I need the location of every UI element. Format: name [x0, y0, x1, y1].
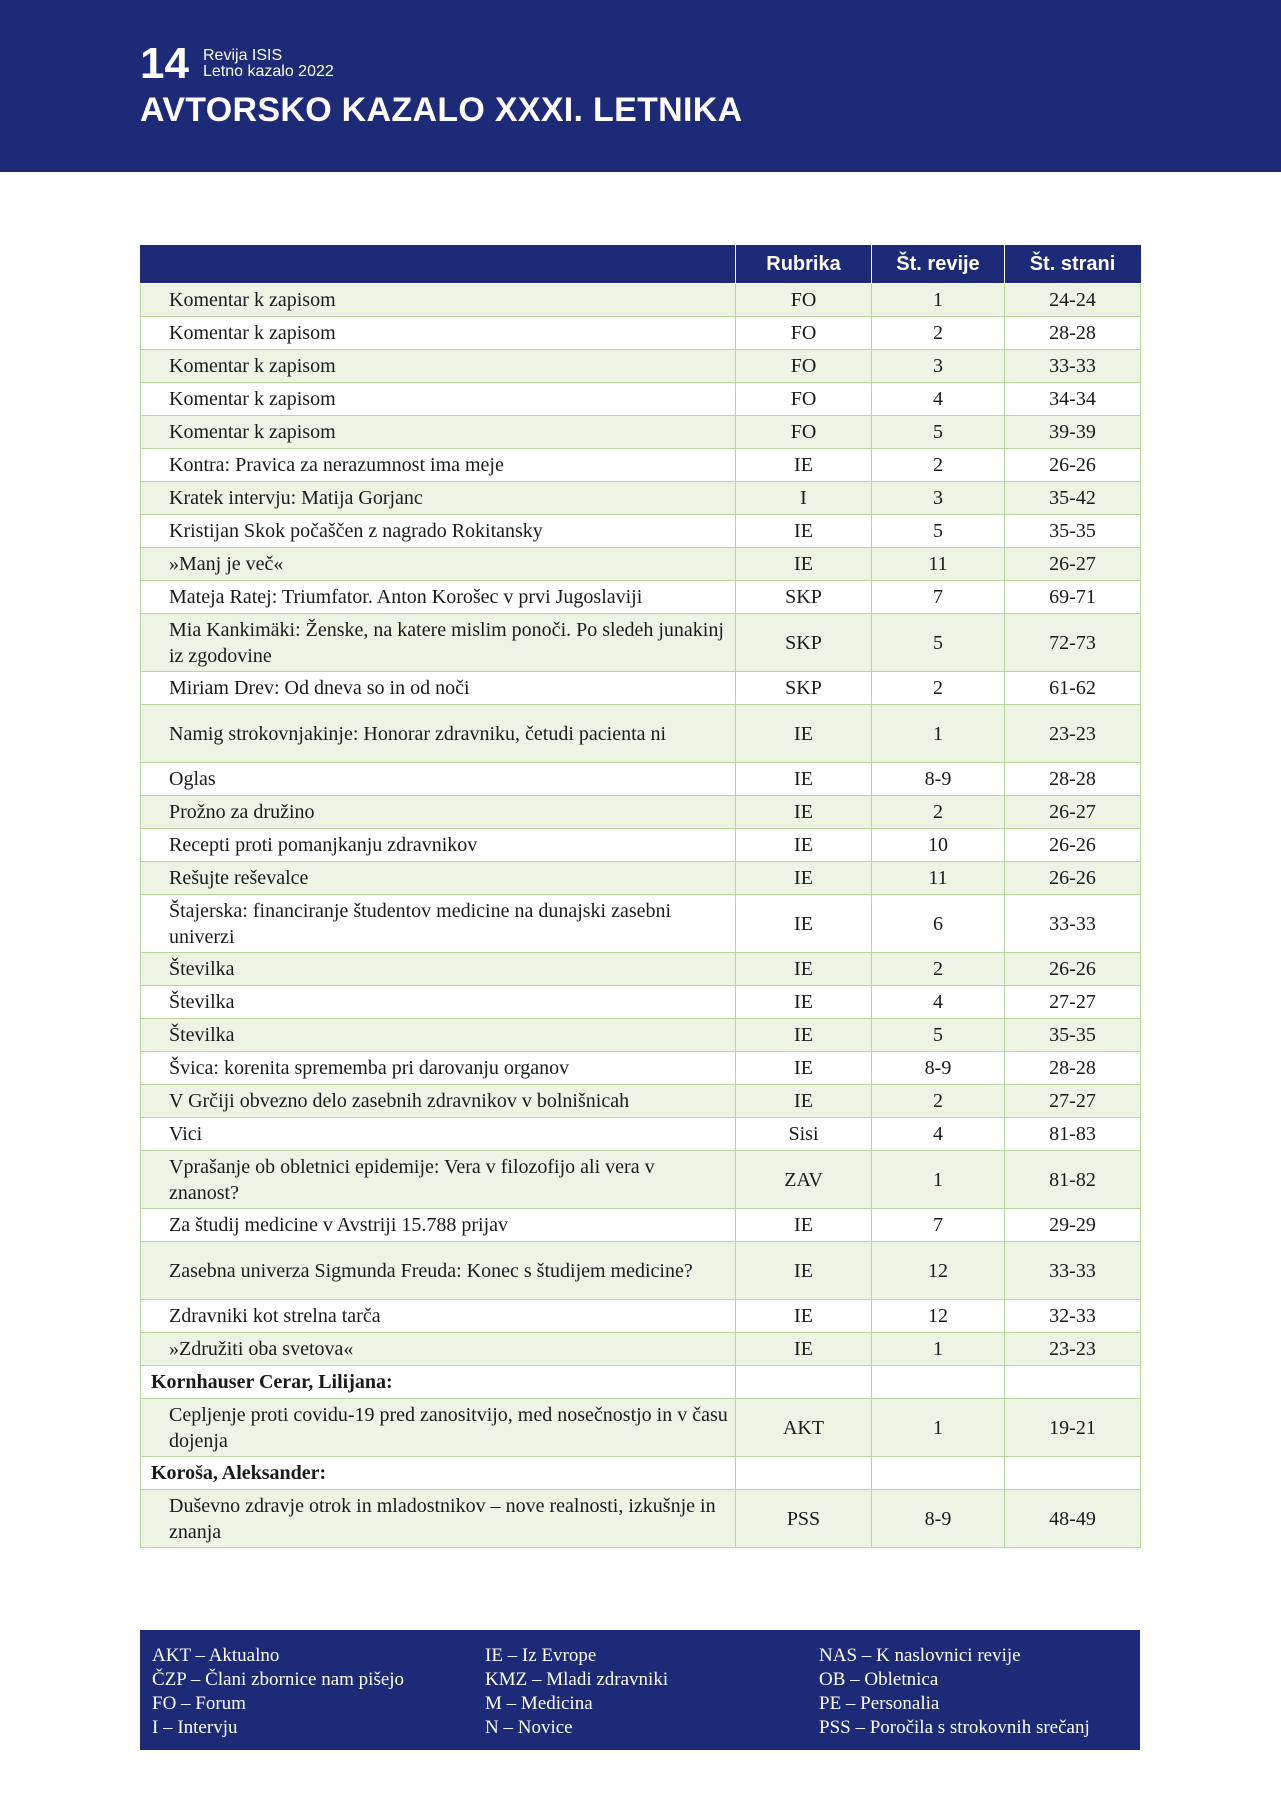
- entry-issue-number: 2: [872, 317, 1005, 350]
- table-row: [141, 350, 1141, 383]
- table-row: [141, 895, 1141, 953]
- entry-pages: 72-73: [1005, 614, 1141, 672]
- table-row: [141, 986, 1141, 1019]
- legend-item: KMZ – Mladi zdravniki: [485, 1669, 669, 1690]
- entry-issue-number: 8-9: [872, 763, 1005, 796]
- entry-title: Štajerska: financiranje študentov medicine na dunajski zasebni univerzi: [141, 895, 736, 953]
- publication-name: Revija ISIS: [203, 47, 283, 64]
- entry-pages: 69-71: [1005, 581, 1141, 614]
- entry-rubrika: IE: [736, 1019, 872, 1052]
- table-row: [141, 763, 1141, 796]
- entry-title: Kristijan Skok počaščen z nagrado Rokitansky: [141, 515, 736, 548]
- entry-issue-number: 12: [872, 1300, 1005, 1333]
- table-row: [141, 796, 1141, 829]
- entry-issue-number: 4: [872, 986, 1005, 1019]
- issue-name: Letno kazalo 2022: [203, 63, 334, 80]
- entry-pages: 26-26: [1005, 449, 1141, 482]
- entry-title: Vprašanje ob obletnici epidemije: Vera v filozofijo ali vera v znanost?: [141, 1151, 736, 1209]
- entry-rubrika: IE: [736, 953, 872, 986]
- entry-issue-number: 5: [872, 1019, 1005, 1052]
- entry-rubrika: AKT: [736, 1399, 872, 1457]
- entry-issue-number: 3: [872, 350, 1005, 383]
- author-row: [141, 1457, 1141, 1490]
- entry-title: Mia Kankimäki: Ženske, na katere mislim ponoči. Po sledeh junakinj iz zgodovine: [141, 614, 736, 672]
- entry-issue-number: 8-9: [872, 1052, 1005, 1085]
- entry-issue-number: 2: [872, 796, 1005, 829]
- entry-title: Vici: [141, 1118, 736, 1151]
- author-index-table: [140, 245, 1141, 1548]
- entry-pages: 23-23: [1005, 1333, 1141, 1366]
- entry-rubrika: SKP: [736, 614, 872, 672]
- table-row: [141, 672, 1141, 705]
- entry-title: Komentar k zapisom: [141, 317, 736, 350]
- entry-rubrika: IE: [736, 1085, 872, 1118]
- entry-rubrika: IE: [736, 705, 872, 763]
- entry-rubrika: [736, 1366, 872, 1399]
- entry-issue-number: 1: [872, 284, 1005, 317]
- entry-title: Cepljenje proti covidu-19 pred zanositvijo, med nosečnostjo in v času dojenja: [141, 1399, 736, 1457]
- legend-item: FO – Forum: [152, 1693, 246, 1714]
- entry-title: Švica: korenita sprememba pri darovanju organov: [141, 1052, 736, 1085]
- column-header-pages: Št. strani: [1005, 246, 1141, 284]
- entry-issue-number: 3: [872, 482, 1005, 515]
- entry-issue-number: 4: [872, 383, 1005, 416]
- entry-title: Zasebna univerza Sigmunda Freuda: Konec s študijem medicine?: [141, 1242, 736, 1300]
- table-row: [141, 548, 1141, 581]
- entry-issue-number: 2: [872, 672, 1005, 705]
- legend-column-2: [485, 1644, 668, 1740]
- entry-rubrika: IE: [736, 1242, 872, 1300]
- entry-title: Kratek intervju: Matija Gorjanc: [141, 482, 736, 515]
- entry-issue-number: 11: [872, 862, 1005, 895]
- table-row: [141, 1333, 1141, 1366]
- entry-rubrika: IE: [736, 796, 872, 829]
- entry-title: Komentar k zapisom: [141, 383, 736, 416]
- entry-title: »Združiti oba svetova«: [141, 1333, 736, 1366]
- table-row: [141, 317, 1141, 350]
- entry-issue-number: 2: [872, 953, 1005, 986]
- entry-rubrika: IE: [736, 1052, 872, 1085]
- column-header-rubrika: Rubrika: [736, 246, 872, 284]
- entry-title: Komentar k zapisom: [141, 416, 736, 449]
- entry-title: Mateja Ratej: Triumfator. Anton Korošec v prvi Jugoslaviji: [141, 581, 736, 614]
- entry-title: Kontra: Pravica za nerazumnost ima meje: [141, 449, 736, 482]
- entry-rubrika: IE: [736, 449, 872, 482]
- author-row: [141, 1366, 1141, 1399]
- entry-rubrika: SKP: [736, 672, 872, 705]
- table-row: [141, 1151, 1141, 1209]
- entry-rubrika: IE: [736, 895, 872, 953]
- entry-title: Komentar k zapisom: [141, 350, 736, 383]
- entry-pages: 81-82: [1005, 1151, 1141, 1209]
- table-row: [141, 614, 1141, 672]
- legend-item: ČZP – Člani zbornice nam pišejo: [152, 1669, 405, 1690]
- entry-rubrika: IE: [736, 862, 872, 895]
- entry-rubrika: FO: [736, 284, 872, 317]
- entry-rubrika: FO: [736, 416, 872, 449]
- page-number: 14: [140, 39, 189, 88]
- legend-item: IE – Iz Evrope: [485, 1645, 597, 1666]
- entry-pages: 35-35: [1005, 515, 1141, 548]
- table-row: [141, 953, 1141, 986]
- entry-rubrika: IE: [736, 829, 872, 862]
- entry-pages: 26-27: [1005, 796, 1141, 829]
- entry-issue-number: 1: [872, 705, 1005, 763]
- entry-pages: 27-27: [1005, 1085, 1141, 1118]
- entry-pages: 28-28: [1005, 763, 1141, 796]
- entry-pages: 39-39: [1005, 416, 1141, 449]
- entry-title: Za študij medicine v Avstriji 15.788 prijav: [141, 1209, 736, 1242]
- entry-rubrika: SKP: [736, 581, 872, 614]
- table-row: [141, 416, 1141, 449]
- entry-title: »Manj je več«: [141, 548, 736, 581]
- entry-title: V Grčiji obvezno delo zasebnih zdravnikov v bolnišnicah: [141, 1085, 736, 1118]
- table-row: [141, 1052, 1141, 1085]
- entry-title: Številka: [141, 953, 736, 986]
- author-name: Kornhauser Cerar, Lilijana:: [141, 1366, 736, 1399]
- entry-pages: 19-21: [1005, 1399, 1141, 1457]
- entry-title: Rešujte reševalce: [141, 862, 736, 895]
- table-row: [141, 581, 1141, 614]
- table-row: [141, 515, 1141, 548]
- entry-pages: 23-23: [1005, 705, 1141, 763]
- legend-item: N – Novice: [485, 1717, 573, 1738]
- entry-pages: 81-83: [1005, 1118, 1141, 1151]
- entry-title: Zdravniki kot strelna tarča: [141, 1300, 736, 1333]
- legend-item: NAS – K naslovnici revije: [819, 1645, 1021, 1666]
- entry-title: Številka: [141, 1019, 736, 1052]
- entry-pages: 29-29: [1005, 1209, 1141, 1242]
- entry-issue-number: 6: [872, 895, 1005, 953]
- table-row: [141, 1118, 1141, 1151]
- entry-rubrika: IE: [736, 1333, 872, 1366]
- entry-pages: 32-33: [1005, 1300, 1141, 1333]
- entry-pages: [1005, 1457, 1141, 1490]
- entry-pages: 33-33: [1005, 895, 1141, 953]
- legend-item: PE – Personalia: [819, 1693, 940, 1714]
- legend-column-3: [819, 1644, 1090, 1740]
- column-header-title: [141, 246, 736, 284]
- entry-issue-number: 11: [872, 548, 1005, 581]
- entry-pages: 26-27: [1005, 548, 1141, 581]
- entry-pages: 26-26: [1005, 953, 1141, 986]
- table-row: [141, 829, 1141, 862]
- table-row: [141, 284, 1141, 317]
- entry-title: Miriam Drev: Od dneva so in od noči: [141, 672, 736, 705]
- entry-title: Duševno zdravje otrok in mladostnikov – nove realnosti, izkušnje in znanja: [141, 1490, 736, 1548]
- table-row: [141, 862, 1141, 895]
- entry-pages: 35-42: [1005, 482, 1141, 515]
- entry-pages: 33-33: [1005, 350, 1141, 383]
- legend-item: AKT – Aktualno: [152, 1645, 280, 1666]
- table-row: [141, 1300, 1141, 1333]
- entry-rubrika: ZAV: [736, 1151, 872, 1209]
- entry-issue-number: 7: [872, 581, 1005, 614]
- table-header-row: [141, 246, 1141, 284]
- table-row: [141, 1019, 1141, 1052]
- entry-issue-number: 1: [872, 1399, 1005, 1457]
- table-row: [141, 449, 1141, 482]
- entry-pages: 28-28: [1005, 317, 1141, 350]
- entry-rubrika: I: [736, 482, 872, 515]
- entry-issue-number: 5: [872, 614, 1005, 672]
- entry-pages: 34-34: [1005, 383, 1141, 416]
- legend-column-1: [152, 1644, 404, 1740]
- entry-issue-number: [872, 1457, 1005, 1490]
- page-title: AVTORSKO KAZALO XXXI. LETNIKA: [140, 91, 743, 129]
- entry-pages: 35-35: [1005, 1019, 1141, 1052]
- entry-pages: [1005, 1366, 1141, 1399]
- entry-rubrika: FO: [736, 350, 872, 383]
- entry-issue-number: 1: [872, 1333, 1005, 1366]
- entry-issue-number: 8-9: [872, 1490, 1005, 1548]
- author-name: Koroša, Aleksander:: [141, 1457, 736, 1490]
- entry-rubrika: IE: [736, 1209, 872, 1242]
- entry-rubrika: IE: [736, 986, 872, 1019]
- entry-rubrika: FO: [736, 317, 872, 350]
- legend-item: OB – Obletnica: [819, 1669, 939, 1690]
- entry-issue-number: 4: [872, 1118, 1005, 1151]
- entry-rubrika: [736, 1457, 872, 1490]
- entry-pages: 26-26: [1005, 829, 1141, 862]
- entry-rubrika: IE: [736, 763, 872, 796]
- entry-pages: 27-27: [1005, 986, 1141, 1019]
- entry-pages: 33-33: [1005, 1242, 1141, 1300]
- entry-rubrika: FO: [736, 383, 872, 416]
- entry-title: Recepti proti pomanjkanju zdravnikov: [141, 829, 736, 862]
- table-row: [141, 705, 1141, 763]
- entry-title: Prožno za družino: [141, 796, 736, 829]
- table-row: [141, 1490, 1141, 1548]
- entry-issue-number: 7: [872, 1209, 1005, 1242]
- legend-item: PSS – Poročila s strokovnih srečanj: [819, 1717, 1090, 1738]
- table-row: [141, 1399, 1141, 1457]
- entry-issue-number: 2: [872, 1085, 1005, 1118]
- entry-title: Oglas: [141, 763, 736, 796]
- table-row: [141, 1242, 1141, 1300]
- entry-issue-number: 2: [872, 449, 1005, 482]
- abbreviation-legend: [140, 1630, 1140, 1750]
- entry-issue-number: 5: [872, 416, 1005, 449]
- entry-title: Komentar k zapisom: [141, 284, 736, 317]
- entry-issue-number: [872, 1366, 1005, 1399]
- publication-info: [203, 48, 334, 80]
- entry-issue-number: 5: [872, 515, 1005, 548]
- entry-rubrika: PSS: [736, 1490, 872, 1548]
- table-row: [141, 1085, 1141, 1118]
- entry-issue-number: 10: [872, 829, 1005, 862]
- column-header-issue: Št. revije: [872, 246, 1005, 284]
- table-row: [141, 383, 1141, 416]
- entry-issue-number: 12: [872, 1242, 1005, 1300]
- entry-rubrika: IE: [736, 548, 872, 581]
- entry-pages: 28-28: [1005, 1052, 1141, 1085]
- legend-item: I – Intervju: [152, 1717, 238, 1738]
- entry-pages: 48-49: [1005, 1490, 1141, 1548]
- entry-title: Številka: [141, 986, 736, 1019]
- entry-title: Namig strokovnjakinje: Honorar zdravniku, četudi pacienta ni: [141, 705, 736, 763]
- entry-pages: 61-62: [1005, 672, 1141, 705]
- entry-pages: 26-26: [1005, 862, 1141, 895]
- entry-rubrika: IE: [736, 515, 872, 548]
- entry-rubrika: Sisi: [736, 1118, 872, 1151]
- table-row: [141, 1209, 1141, 1242]
- entry-rubrika: IE: [736, 1300, 872, 1333]
- legend-item: M – Medicina: [485, 1693, 593, 1714]
- entry-pages: 24-24: [1005, 284, 1141, 317]
- page-header: [0, 0, 1281, 172]
- entry-issue-number: 1: [872, 1151, 1005, 1209]
- table-row: [141, 482, 1141, 515]
